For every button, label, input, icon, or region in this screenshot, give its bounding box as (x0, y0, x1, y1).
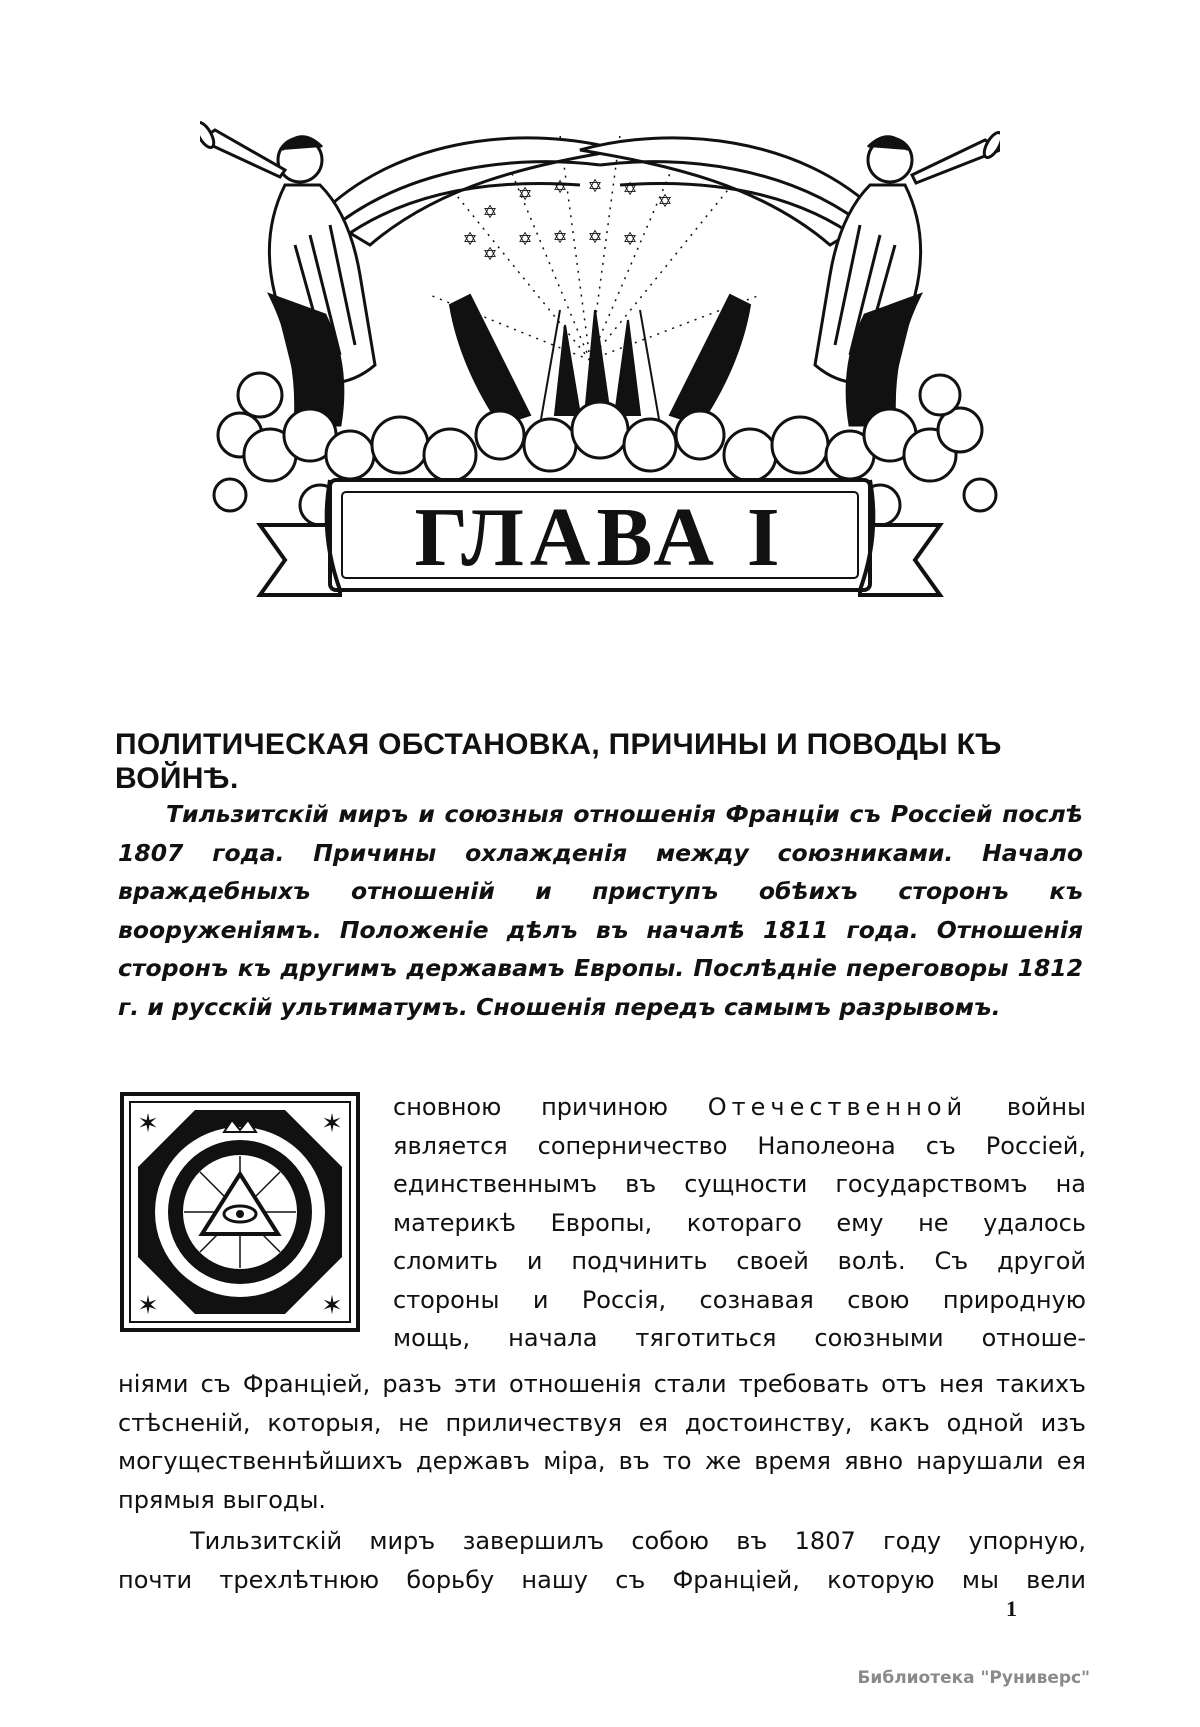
text-line: сломить и подчинить своей волѣ. Съ другой (393, 1247, 1086, 1275)
left-angel-figure (200, 120, 375, 425)
page-number: 1 (1006, 1596, 1017, 1621)
svg-text:✡: ✡ (482, 244, 498, 265)
emphasized-word: Отечественной (707, 1093, 968, 1121)
drop-cap-ornament (120, 1092, 360, 1332)
svg-text:✡: ✡ (552, 177, 568, 198)
chapter-title: ПОЛИТИЧЕСКАЯ ОБСТАНОВКА, ПРИЧИНЫ И ПОВОДЫ КЪ ВОЙНѢ. (115, 728, 1002, 795)
stars (462, 176, 672, 265)
text-line: почти трехлѣтнюю борьбу нашу съ Франціей, которую мы вели (118, 1565, 1086, 1594)
text-line: мощь, начала тяготиться союзными отноше- (393, 1324, 1086, 1352)
paragraph-1-opening (393, 1088, 1086, 1358)
svg-text:✶: ✶ (321, 1291, 343, 1321)
svg-text:✡: ✡ (517, 184, 533, 205)
library-watermark: Библиотека "Руниверс" (857, 1668, 1090, 1688)
svg-text:✡: ✡ (517, 229, 533, 250)
paragraph-2 (118, 1522, 1086, 1599)
svg-text:✡: ✡ (552, 227, 568, 248)
svg-text:✡: ✡ (482, 202, 498, 223)
svg-text:✶: ✶ (137, 1291, 159, 1321)
paragraph-1-continuation: ніями съ Франціей, разъ эти отношенія стали требовать отъ нея такихъ стѣсненій, которыя, не приличествуя ея достоинству, какъ одной изъ могущественнѣйшихъ державъ міра, въ то же время явно нарушали ея прямыя выгоды. (118, 1370, 1086, 1514)
chapter-summary: Тильзитскій миръ и союзныя отношенія Франціи съ Россіей послѣ 1807 года. Причины охлажденія между союзниками. Начало враждебныхъ отношеній и приступъ обѣихъ сторонъ къ вооруженіямъ. Положеніе дѣлъ въ началѣ 1811 года. Отношенія сторонъ къ другимъ державамъ Европы. Послѣдніе переговоры 1812 г. и русскій ультиматумъ. Сношенія передъ самымъ разрывомъ. (118, 800, 1083, 1021)
svg-text:✡: ✡ (622, 179, 638, 200)
chapter-header-illustration (200, 95, 1000, 685)
chapter-banner-text: ГЛАВА I (414, 491, 786, 584)
svg-text:✡: ✡ (587, 227, 603, 248)
text-line: Тильзитскій миръ завершилъ собою въ 1807 году упорную, (190, 1527, 1086, 1555)
text-line: является соперничество Наполеона съ Россіей, (393, 1131, 1086, 1160)
svg-text:✡: ✡ (587, 176, 603, 197)
svg-text:✶: ✶ (321, 1109, 343, 1139)
svg-text:✡: ✡ (657, 191, 673, 212)
text-line: стороны и Россія, сознавая свою природную (393, 1285, 1086, 1314)
text-line: единственнымъ въ сущности государствомъ на (393, 1170, 1086, 1198)
svg-text:✡: ✡ (462, 229, 478, 250)
right-angel-figure (815, 130, 1000, 425)
text-line: материкѣ Европы, котораго ему не удалось (393, 1208, 1086, 1237)
svg-text:✶: ✶ (137, 1109, 159, 1139)
svg-text:✡: ✡ (622, 229, 638, 250)
text-line: сновною причиною Отечественной войны (393, 1093, 1086, 1121)
